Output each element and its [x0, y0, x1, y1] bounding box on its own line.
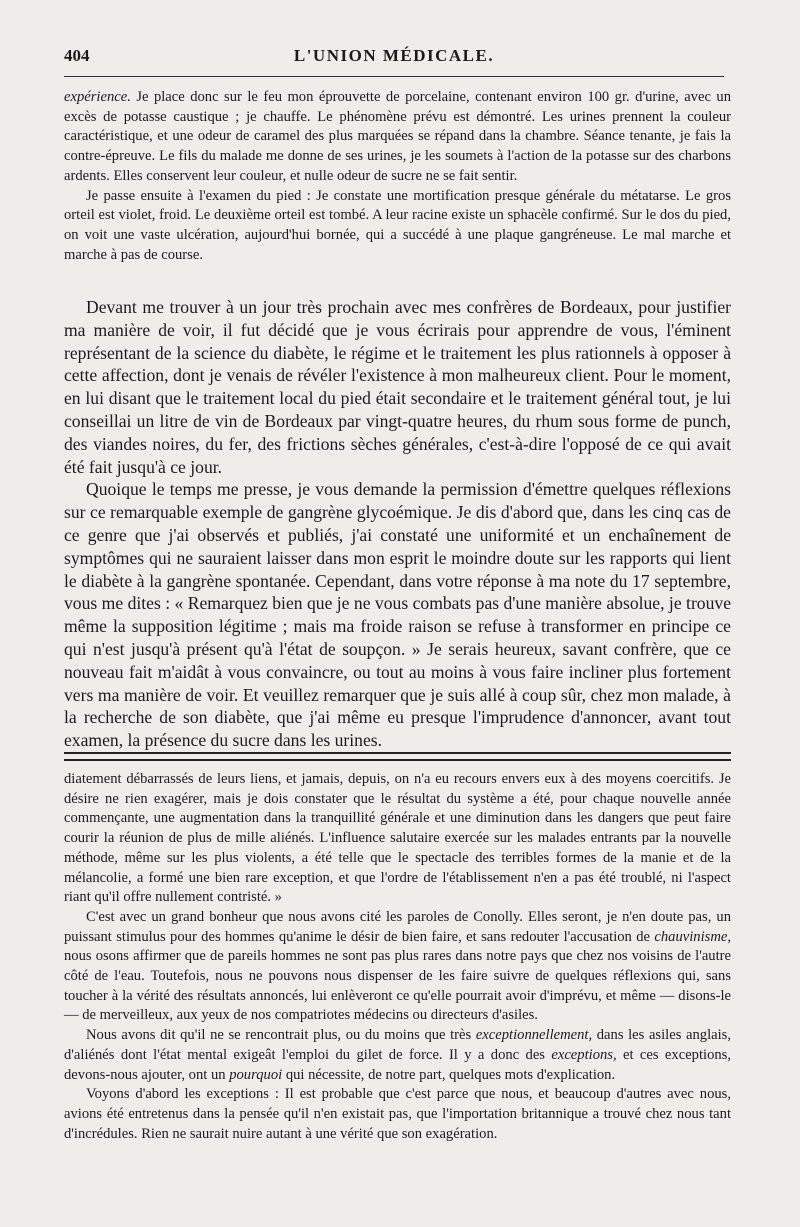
- paragraph: Quoique le temps me presse, je vous demande la permission d'émettre quelques réflexions sur ce remarquable exemple de gangrène glycoémique. Je dis d'abord que, dans les cinq cas de ce genre que j'ai observés et publiés, j'ai constaté une uniformité et un enchaînement de symptômes qui ne sauraient laisser dans mon esprit le moindre doute sur les rapports qui lient le diabète à la gangrène spontanée. Cependant, dans votre réponse à ma note du 17 septembre, vous me dites : « Remarquez bien que je ne vous combats pas d'une manière absolue, je trouve même la supposition légitime ; mais ma froide raison se refuse à transformer en principe ce qui n'est jusqu'à présent qu'à l'état de soupçon. » Je serais heureux, savant confrère, que ce nouveau fait m'aidât à vous convaincre, ou tout au moins à vous faire incliner plus fortement vers ma manière de voir. Et veuillez remarquer que je suis allé à coup sûr, chez mon malade, à la recherche de son diabète, que j'ai même eu presque l'imprudence d'annoncer, avant tout examen, la présence du sucre dans les urines.: [64, 479, 731, 751]
- header-rule: [64, 76, 724, 77]
- italic-text: chauvinisme,: [654, 928, 731, 945]
- page-number: 404: [64, 46, 90, 65]
- text-run: nous osons affirmer que de pareils hommes ne sont pas plus rares dans notre pays que chez nos voisins de l'autre côté de l'eau. Toutefois, nous ne pouvons nous dispenser de les faire suivre de quelques réflexions qui, sans toucher à la vérité des résultats annoncés, lui enlèveront ce qu'elle pourrait avoir d'imprévu, et même — disons-le — de merveilleux, aux yeux de nos compatriotes médecins ou directeurs d'asiles.: [64, 948, 731, 1024]
- paragraph: [64, 908, 731, 1026]
- paragraph: Je passe ensuite à l'examen du pied : Je constate une mortification presque générale du métatarse. Le gros orteil est violet, froid. Le deuxième orteil est tombé. A leur racine existe un sphacèle confirmé. Sur le dos du pied, on voit une vaste ulcération, aujourd'hui bornée, qui a succédé à une plaque gangréneuse. Le mal marche et marche à pas de course.: [64, 187, 731, 263]
- italic-text: exceptionnellement,: [475, 1027, 593, 1044]
- page-header: [64, 46, 724, 72]
- text-run: C'est avec un grand bonheur que nous avons cité les paroles de Conolly. Elles seront, je n'en doute pas, un puissant stimulus pour des hommes qu'anime le désir de bien faire, et sans redouter l'accusation de: [64, 908, 731, 945]
- main-text-section: [64, 296, 731, 752]
- paragraph: Devant me trouver à un jour très prochain avec mes confrères de Bordeaux, pour justifier ma manière de voir, il fut décidé que je vous écrirais pour apprendre de vous, l'éminent représentant de la science du diabète, le régime et le traitement les plus rationnels à opposer à cette affection, dont je venais de révéler l'existence à mon malheureux client. Pour le moment, en lui disant que le traitement local du pied était secondaire et le traitement général tout, je lui conseillai un litre de vin de Bordeaux par vingt-quatre heures, du rhum sous forme de punch, des viandes noires, du fer, des frictions sèches générales, c'est-à-dire l'opposé de ce qui avait été fait jusqu'à ce jour.: [64, 297, 731, 477]
- text-run: qui nécessite, de notre part, quelques mots d'explication.: [282, 1066, 616, 1083]
- italic-lead: expérience.: [64, 89, 131, 105]
- feuilleton-section: [64, 770, 731, 1144]
- text-run: diatement débarrassés de leurs liens, et jamais, depuis, on n'a eu recours envers eux à des moyens coercitifs. Je désire ne rien exagérer, mais je dois constater que le résultat du système a été, pour chaque nouvelle année commençante, une augmentation dans la tranquillité générale et une diminution dans les dangers que peut faire courir la réunion de plus de mille aliénés. L'influence salutaire exercée sur les malades entrants par la nouvelle méthode, même sur les plus violents, a été telle que le spectacle des terribles formes de la manie et de la mélancolie, a formé une bien rare exception, et que l'ordre de l'établissement n'en a pas été troublé, ni l'aspect riant qu'il offre nullement contristé. »: [64, 771, 731, 906]
- paragraph: [64, 1085, 731, 1144]
- text-run: Voyons d'abord les exceptions : Il est probable que c'est parce que nous, et beaucoup d'autres avec nous, avions été entretenus dans la pensée qu'il n'en existait pas, que l'importation britannique a trouvé chez nous tant d'incrédules. Rien ne saurait nuire autant à une vérité que son exagération.: [64, 1086, 731, 1142]
- italic-text: exceptions,: [551, 1046, 617, 1063]
- italic-text: pourquoi: [229, 1066, 283, 1083]
- text-run: Nous avons dit qu'il ne se rencontrait plus, ou du moins que très: [86, 1027, 476, 1044]
- paragraph: [64, 770, 731, 908]
- text-run: et ces exceptions, devons-nous ajouter, ont un: [64, 1046, 731, 1083]
- section-divider: [64, 752, 731, 761]
- text-run: dans les asiles anglais, d'aliénés dont l'état mental exigeât l'emploi du gilet de force. Il y a donc des: [64, 1027, 731, 1063]
- running-title: L'UNION MÉDICALE.: [293, 46, 495, 65]
- paragraph: [64, 1026, 731, 1085]
- case-report-section: [64, 88, 731, 265]
- paragraph: expérience. Je place donc sur le feu mon éprouvette de porcelaine, contenant environ 100 gr. d'urine, avec un excès de potasse caustique ; je chauffe. Le phénomène prévu est démontré. Les urines prennent la couleur caractéristique, et une odeur de caramel des plus marquées se répand dans la chambre. Séance tenante, je fais la contre-épreuve. Le fils du malade me donne de ses urines, je les soumets à l'action de la potasse sur des charbons ardents. Elles conservent leur couleur, et nulle odeur de sucre ne se fait sentir.: [64, 89, 731, 184]
